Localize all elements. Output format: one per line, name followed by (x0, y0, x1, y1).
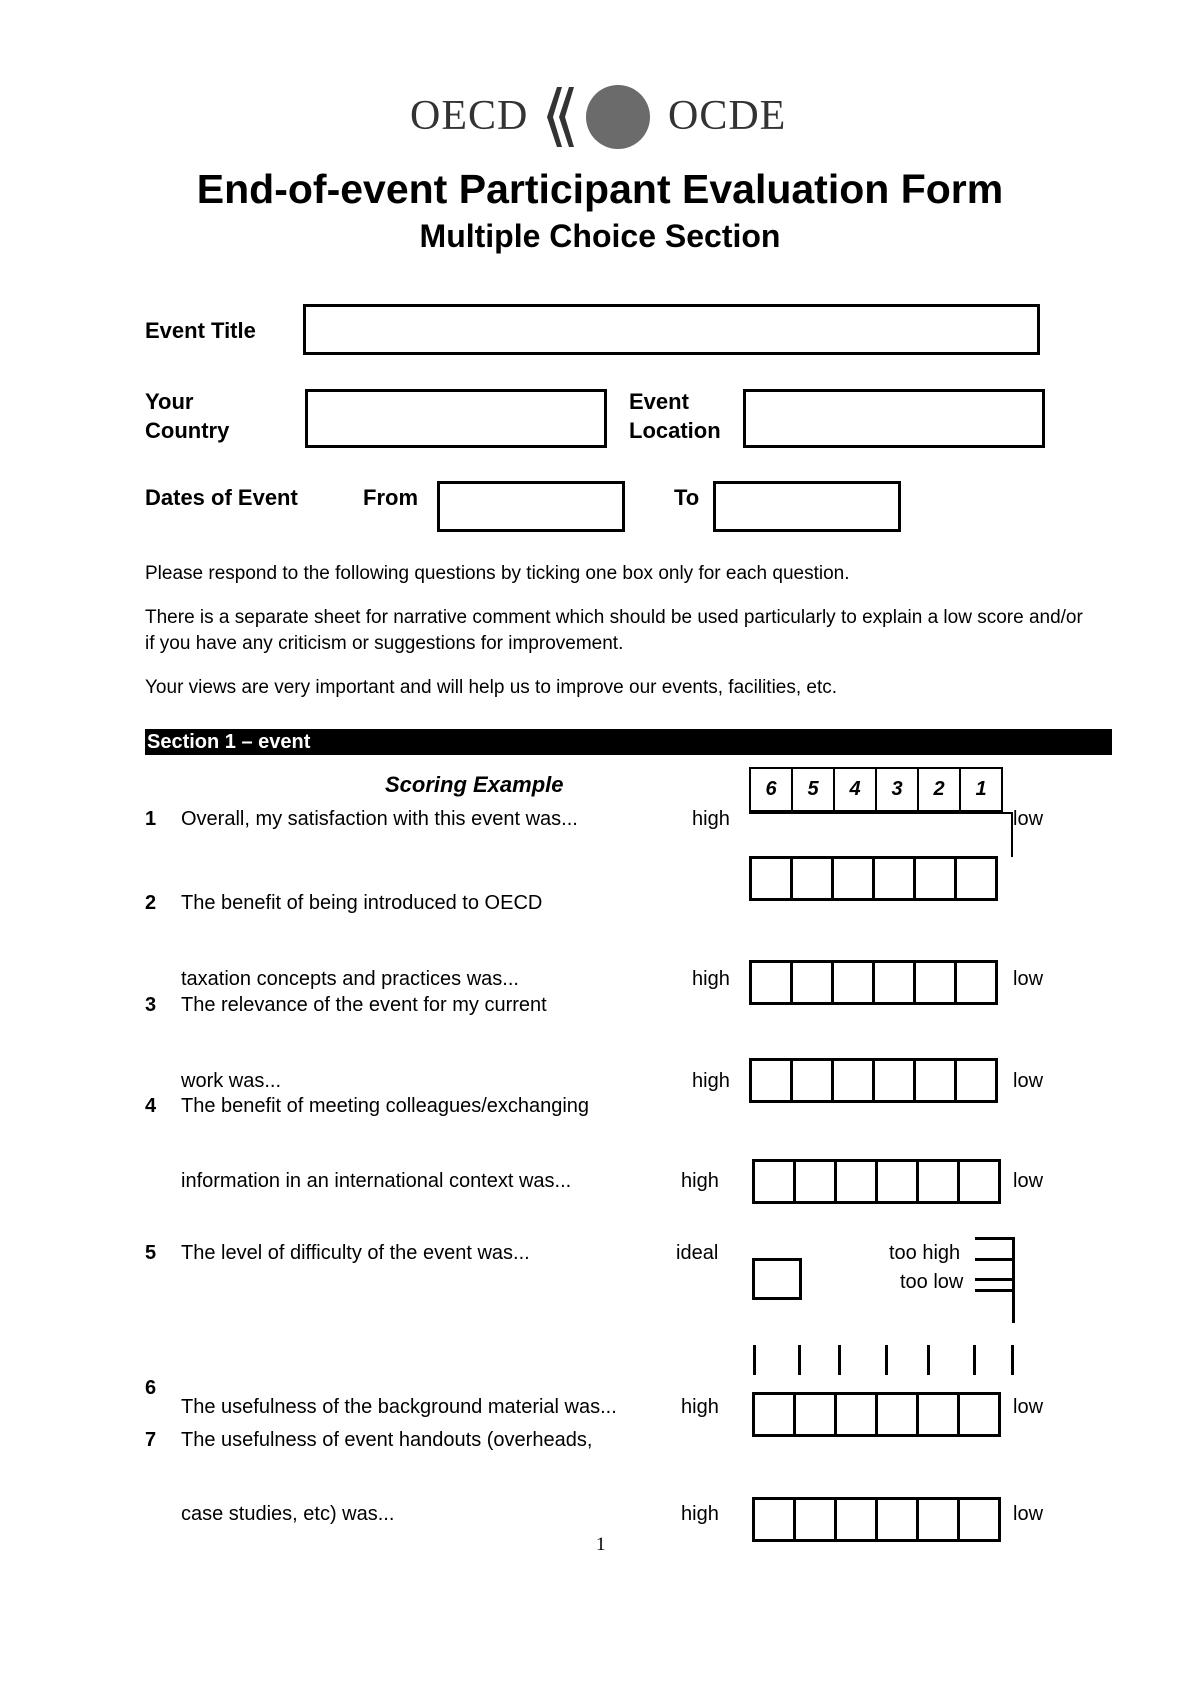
rating-row-q6 (752, 1392, 998, 1437)
rating-row-q3 (749, 1058, 995, 1103)
rating-row-q2 (749, 960, 995, 1005)
rating-box-1[interactable] (954, 960, 998, 1005)
rating-box-5[interactable] (793, 1392, 837, 1437)
rating-box-3[interactable] (872, 1058, 916, 1103)
rating-box-2[interactable] (913, 856, 957, 901)
question-text: The benefit of meeting colleagues/exchanging (181, 1095, 590, 1117)
score-label: 5 (791, 767, 835, 812)
rating-box-1[interactable] (957, 1392, 1001, 1437)
question-text: Overall, my satisfaction with this event was... (181, 808, 578, 830)
rating-box-6[interactable] (749, 856, 793, 901)
event-title-label: Event Title (145, 318, 256, 343)
rating-row-q7 (752, 1497, 998, 1542)
score-label: 6 (749, 767, 793, 812)
rating-box-5[interactable] (793, 1497, 837, 1542)
date-from-field[interactable] (437, 481, 625, 532)
scale-tick (798, 1345, 801, 1375)
rating-box-3[interactable] (875, 1392, 919, 1437)
rating-box-2[interactable] (916, 1159, 960, 1204)
scale-high-label: high (692, 1070, 730, 1092)
question-text-continued: case studies, etc) was... (181, 1503, 395, 1525)
question-number: 3 (145, 994, 157, 1016)
difficulty-too-high-box[interactable] (975, 1237, 1015, 1261)
rating-box-6[interactable] (749, 960, 793, 1005)
scale-low-label: low (1013, 1503, 1044, 1525)
date-to-field[interactable] (713, 481, 901, 532)
event-location-label: Event Location (629, 389, 721, 443)
scale-high-label: high (681, 1503, 719, 1525)
scale-tick (927, 1345, 930, 1375)
from-label: From (363, 485, 418, 510)
rating-box-1[interactable] (954, 1058, 998, 1103)
scale-high-label: high (681, 1396, 719, 1418)
rating-row-q1 (749, 856, 995, 901)
rating-box-3[interactable] (872, 960, 916, 1005)
rating-box-6[interactable] (752, 1392, 796, 1437)
logo-ocde-text: OCDE (668, 93, 787, 139)
scale-tick (753, 1345, 756, 1375)
difficulty-too-low-box[interactable] (975, 1278, 1015, 1292)
score-label: 4 (833, 767, 877, 812)
rating-box-4[interactable] (831, 856, 875, 901)
rating-box-1[interactable] (957, 1159, 1001, 1204)
question-number: 6 (145, 1377, 157, 1399)
event-location-field[interactable] (743, 389, 1045, 448)
question-text: The usefulness of the background material was... (181, 1396, 617, 1418)
question-text: The relevance of the event for my current (181, 994, 547, 1016)
score-label: 3 (875, 767, 919, 812)
example-bracket (749, 812, 1013, 834)
scale-too-high-label: too high (889, 1242, 961, 1264)
scale-ideal-label: ideal (676, 1242, 719, 1264)
question-number: 4 (145, 1095, 157, 1117)
instruction-paragraph: There is a separate sheet for narrative comment which should be used particularly to explain a low score and/or if you have any criticism or suggestions for improvement. (145, 607, 1083, 654)
rating-box-4[interactable] (834, 1159, 878, 1204)
scale-tick (838, 1345, 841, 1375)
rating-box-3[interactable] (875, 1497, 919, 1542)
scale-high-label: high (692, 808, 730, 830)
scale-high-label: high (681, 1170, 719, 1192)
rating-box-1[interactable] (957, 1497, 1001, 1542)
instruction-paragraph: Your views are very important and will help us to improve our events, facilities, etc. (145, 677, 838, 698)
question-number: 2 (145, 892, 157, 914)
scale-tick (1011, 1345, 1014, 1375)
question-number: 7 (145, 1429, 157, 1451)
rating-box-5[interactable] (790, 856, 834, 901)
rating-box-5[interactable] (790, 1058, 834, 1103)
to-label: To (674, 485, 700, 510)
your-country-field[interactable] (305, 389, 607, 448)
page-subtitle: Multiple Choice Section (419, 218, 781, 254)
scale-low-label: low (1013, 1070, 1044, 1092)
rating-box-2[interactable] (916, 1497, 960, 1542)
score-header-row (749, 767, 1001, 812)
scale-low-label: low (1013, 1396, 1044, 1418)
scale-too-low-label: too low (900, 1271, 964, 1293)
question-text-continued: taxation concepts and practices was... (181, 968, 519, 990)
page-title: End-of-event Participant Evaluation Form (196, 166, 1004, 212)
scale-low-label: low (1013, 808, 1044, 830)
scale-low-label: low (1013, 1170, 1044, 1192)
question-number: 5 (145, 1242, 157, 1264)
difficulty-ideal-box[interactable] (752, 1258, 802, 1300)
scoring-example-label: Scoring Example (385, 772, 564, 797)
rating-box-5[interactable] (793, 1159, 837, 1204)
score-label: 2 (917, 767, 961, 812)
question-text-continued: work was... (181, 1070, 282, 1092)
rating-box-3[interactable] (875, 1159, 919, 1204)
question-text: The benefit of being introduced to OECD (181, 892, 543, 914)
question-text: The usefulness of event handouts (overheads, (181, 1429, 593, 1451)
dates-of-event-label: Dates of Event (145, 485, 298, 510)
scale-tick (885, 1345, 888, 1375)
section-heading: Section 1 – event (145, 729, 1112, 755)
rating-box-2[interactable] (913, 960, 957, 1005)
page-number: 1 (596, 1534, 606, 1555)
rating-box-4[interactable] (834, 1497, 878, 1542)
event-title-field[interactable] (303, 304, 1040, 355)
difficulty-bracket (1012, 1237, 1015, 1323)
rating-box-4[interactable] (831, 960, 875, 1005)
scale-tick (973, 1345, 976, 1375)
rating-box-5[interactable] (790, 960, 834, 1005)
rating-box-6[interactable] (749, 1058, 793, 1103)
question-text-continued: information in an international context was... (181, 1170, 572, 1192)
rating-box-2[interactable] (916, 1392, 960, 1437)
scale-high-label: high (692, 968, 730, 990)
rating-box-6[interactable] (752, 1159, 796, 1204)
rating-box-6[interactable] (752, 1497, 796, 1542)
oecd-emblem-icon (545, 83, 655, 151)
scale-low-label: low (1013, 968, 1044, 990)
rating-row-q4 (752, 1159, 998, 1204)
rating-box-3[interactable] (872, 856, 916, 901)
rating-box-1[interactable] (954, 856, 998, 901)
rating-box-4[interactable] (834, 1392, 878, 1437)
logo-oecd-text: OECD (410, 93, 529, 139)
question-number: 1 (145, 808, 157, 830)
score-label: 1 (959, 767, 1003, 812)
question-text: The level of difficulty of the event was... (181, 1242, 530, 1264)
your-country-label: Your Country (145, 389, 230, 443)
rating-box-2[interactable] (913, 1058, 957, 1103)
instruction-paragraph: Please respond to the following questions by ticking one box only for each question. (145, 563, 850, 584)
rating-box-4[interactable] (831, 1058, 875, 1103)
